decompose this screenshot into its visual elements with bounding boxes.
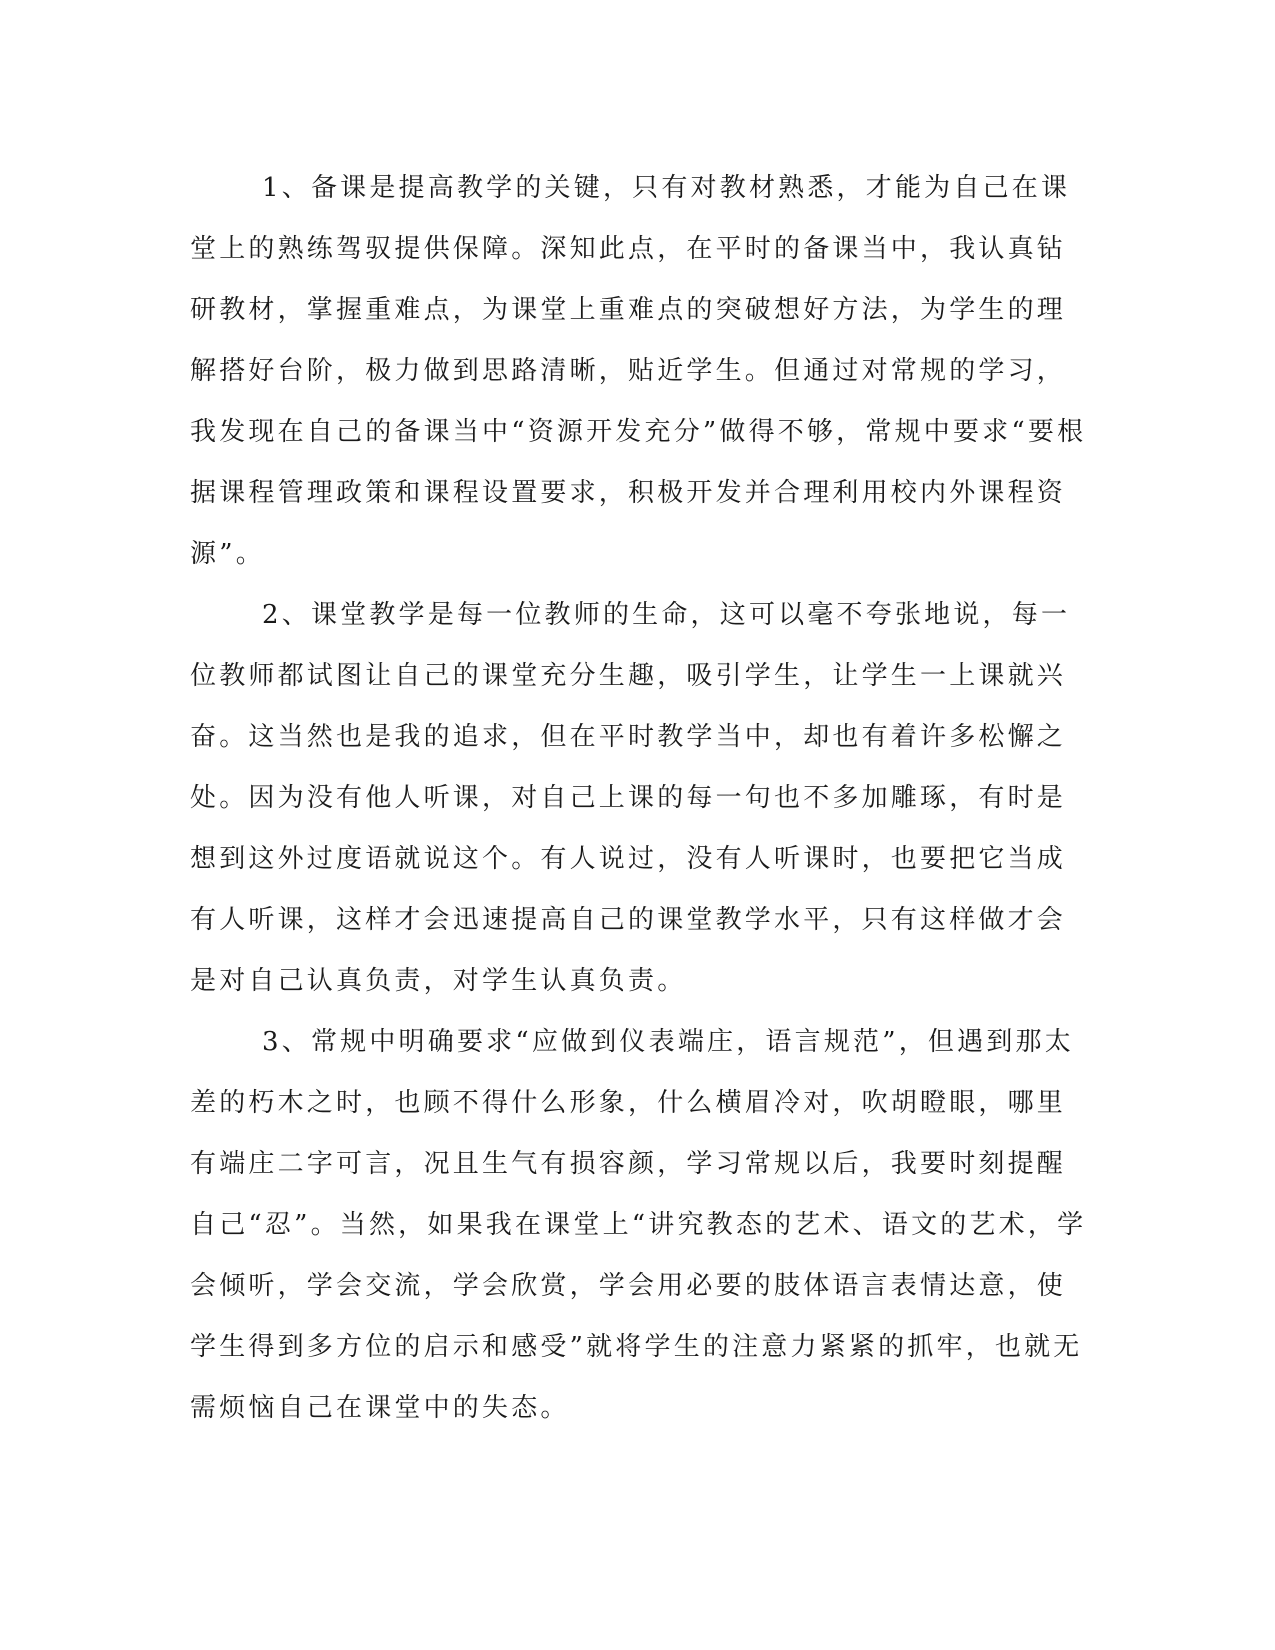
paragraph-1 [190, 158, 1087, 585]
text-line: 自己“忍”。当然，如果我在课堂上“讲究教态的艺术、语文的艺术，学 [190, 1210, 1087, 1240]
text-line: 解搭好台阶，极力做到思路清晰，贴近学生。但通过对常规的学习， [190, 356, 1067, 386]
text-line: 学生得到多方位的启示和感受”就将学生的注意力紧紧的抓牢，也就无 [190, 1332, 1083, 1362]
text-line: 处。因为没有他人听课，对自己上课的每一句也不多加雕琢，有时是 [190, 783, 1067, 813]
text-line: 2、课堂教学是每一位教师的生命，这可以毫不夸张地说，每一 [262, 600, 1071, 630]
text-line: 堂上的熟练驾驭提供保障。深知此点，在平时的备课当中，我认真钻 [190, 234, 1067, 264]
text-line: 想到这外过度语就说这个。有人说过，没有人听课时，也要把它当成 [190, 844, 1067, 874]
text-line: 据课程管理政策和课程设置要求，积极开发并合理利用校内外课程资 [190, 478, 1067, 508]
text-line: 有端庄二字可言，况且生气有损容颜，学习常规以后，我要时刻提醒 [190, 1149, 1067, 1179]
text-line: 奋。这当然也是我的追求，但在平时教学当中，却也有着许多松懈之 [190, 722, 1067, 752]
text-line: 位教师都试图让自己的课堂充分生趣，吸引学生，让学生一上课就兴 [190, 661, 1067, 691]
text-line: 研教材，掌握重难点，为课堂上重难点的突破想好方法，为学生的理 [190, 295, 1067, 325]
text-line: 3、常规中明确要求“应做到仪表端庄，语言规范”，但遇到那太 [262, 1027, 1074, 1057]
text-line: 需烦恼自己在课堂中的失态。 [190, 1393, 570, 1423]
text-line: 有人听课，这样才会迅速提高自己的课堂教学水平，只有这样做才会 [190, 905, 1067, 935]
text-line: 是对自己认真负责，对学生认真负责。 [190, 966, 687, 996]
text-line: 我发现在自己的备课当中“资源开发充分”做得不够，常规中要求“要根 [190, 417, 1087, 447]
text-line: 1、备课是提高教学的关键，只有对教材熟悉，才能为自己在课 [262, 173, 1071, 203]
text-line: 差的朽木之时，也顾不得什么形象，什么横眉冷对，吹胡瞪眼，哪里 [190, 1088, 1067, 1118]
text-line: 会倾听，学会交流，学会欣赏，学会用必要的肢体语言表情达意，使 [190, 1271, 1067, 1301]
document-body [190, 158, 1087, 1439]
text-line: 源”。 [190, 539, 265, 569]
paragraph-3 [190, 1012, 1087, 1439]
paragraph-2 [190, 585, 1072, 1012]
